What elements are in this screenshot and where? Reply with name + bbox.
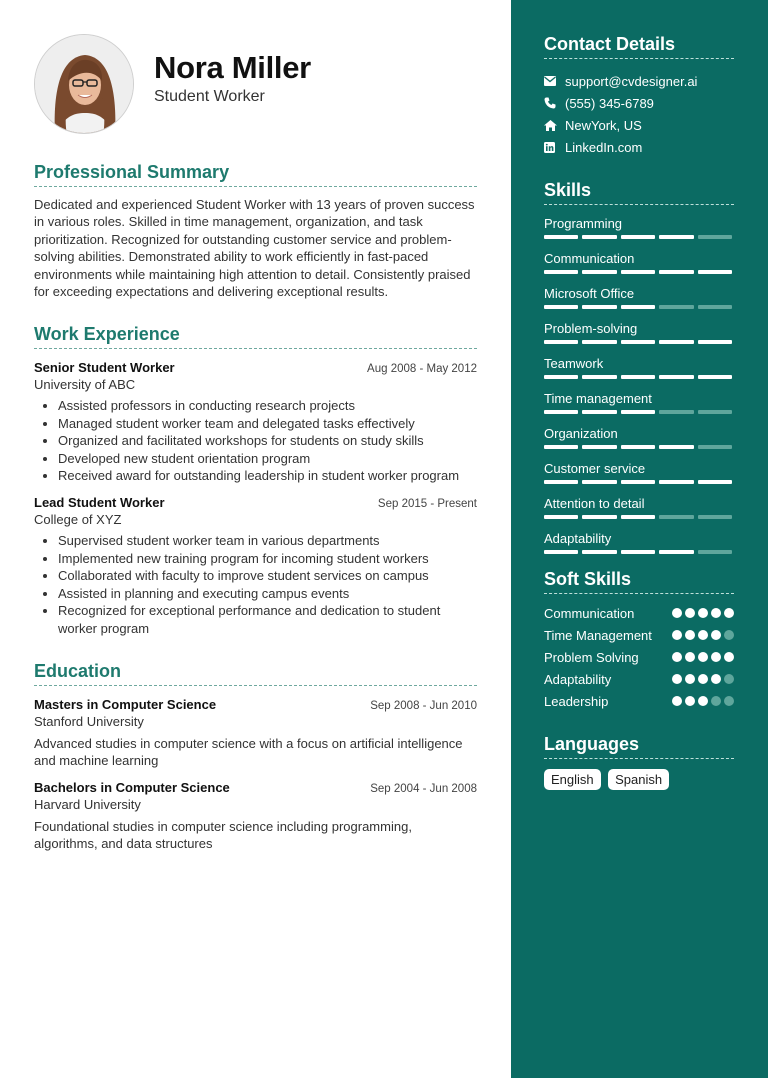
linkedin-icon bbox=[544, 142, 565, 153]
soft-skill-rating bbox=[672, 627, 734, 644]
soft-skills-heading: Soft Skills bbox=[544, 569, 734, 594]
skill-level-segment bbox=[544, 340, 578, 344]
degree-date-1: Sep 2008 - Jun 2010 bbox=[370, 699, 477, 712]
skill-level-segment bbox=[698, 480, 732, 484]
skill-level-segment bbox=[621, 480, 655, 484]
contact-heading: Contact Details bbox=[544, 34, 734, 59]
experience-section bbox=[34, 324, 477, 636]
language-tag: Spanish bbox=[608, 769, 669, 790]
rating-dot bbox=[724, 696, 734, 706]
person-name: Nora Miller bbox=[154, 50, 311, 85]
rating-dot bbox=[698, 608, 708, 618]
job-title: Student Worker bbox=[154, 88, 265, 105]
skill-level-segment bbox=[621, 550, 655, 554]
skill-level-segment bbox=[544, 550, 578, 554]
job-entry bbox=[34, 495, 477, 636]
bullet-item: • Supervised student worker team in various departments bbox=[58, 532, 477, 549]
skill-level-segment bbox=[621, 375, 655, 379]
skill-level-segment bbox=[698, 410, 732, 414]
profile-photo bbox=[34, 34, 134, 134]
education-section bbox=[34, 661, 477, 853]
skill-level-segment bbox=[582, 480, 616, 484]
languages-list bbox=[544, 769, 734, 790]
skills-list bbox=[544, 216, 734, 554]
skill-level-segment bbox=[659, 550, 693, 554]
skill-level-segment bbox=[582, 305, 616, 309]
skill-level-segment bbox=[544, 235, 578, 239]
skill-level-segment bbox=[544, 445, 578, 449]
skill-level-segment bbox=[582, 410, 616, 414]
summary-text: Dedicated and experienced Student Worker with 13 years of proven success in various roles. Skilled in time management, organization, and task prioritization. Recognized for outstanding customer service and problem-solving abilities. Demonstrated ability to work efficiently in fast-paced environments while maintaining high attention to detail. Consistently praised for exceeding expectations and delivering exceptional results. bbox=[34, 197, 475, 300]
skill-level-segment bbox=[659, 515, 693, 519]
soft-skill-name: Time Management bbox=[544, 628, 652, 643]
location-text: NewYork, US bbox=[565, 117, 642, 133]
rating-dot bbox=[711, 652, 721, 662]
skill-level-segment bbox=[544, 515, 578, 519]
summary-section bbox=[34, 162, 477, 300]
phone-icon bbox=[544, 97, 565, 109]
linkedin-text[interactable]: LinkedIn.com bbox=[565, 139, 643, 155]
resume-header bbox=[34, 0, 477, 150]
school-1: Stanford University bbox=[34, 713, 144, 729]
bullet-item: • Organized and facilitated workshops for students on study skills bbox=[58, 432, 477, 449]
job-bullets-2 bbox=[58, 532, 477, 636]
skill-name: Customer service bbox=[544, 461, 646, 476]
rating-dot bbox=[698, 674, 708, 684]
skill-name: Adaptability bbox=[544, 531, 612, 546]
soft-skill-rating bbox=[672, 671, 734, 688]
rating-dot bbox=[672, 652, 682, 662]
job-date-2: Sep 2015 - Present bbox=[377, 498, 477, 511]
skill-name: Microsoft Office bbox=[544, 286, 635, 301]
sidebar bbox=[511, 0, 768, 1078]
skill-level-segment bbox=[698, 445, 732, 449]
skill-name: Organization bbox=[544, 426, 618, 441]
soft-skill-rating bbox=[672, 649, 734, 666]
bullet-item: • Managed student worker team and delegated tasks effectively bbox=[58, 415, 477, 432]
skill-level-segment bbox=[659, 480, 693, 484]
skill-level-segment bbox=[659, 445, 693, 449]
skill-level-bar bbox=[544, 305, 734, 309]
skill-level-segment bbox=[544, 480, 578, 484]
skill-level-bar bbox=[544, 515, 734, 519]
bullet-item: • Collaborated with faculty to improve student services on campus bbox=[58, 567, 477, 584]
rating-dot bbox=[724, 652, 734, 662]
degree-date-2: Sep 2004 - Jun 2008 bbox=[370, 782, 477, 795]
rating-dot bbox=[685, 674, 695, 684]
contact-location bbox=[544, 114, 734, 136]
contact-phone[interactable] bbox=[544, 92, 734, 114]
rating-dot bbox=[724, 608, 734, 618]
skill-level-segment bbox=[698, 235, 732, 239]
education-entry bbox=[34, 780, 477, 853]
skill-level-segment bbox=[582, 375, 616, 379]
job-date-1: Aug 2008 - May 2012 bbox=[367, 363, 477, 376]
rating-dot bbox=[724, 630, 734, 640]
rating-dot bbox=[685, 696, 695, 706]
job-bullets-1 bbox=[58, 397, 477, 484]
soft-skill-name: Leadership bbox=[544, 694, 609, 709]
skill-level-segment bbox=[544, 305, 578, 309]
skill-name: Communication bbox=[544, 251, 635, 266]
education-entry bbox=[34, 697, 477, 770]
skill-name: Attention to detail bbox=[544, 496, 645, 511]
bullet-item: • Received award for outstanding leadership in student worker program bbox=[58, 467, 477, 484]
soft-skill-name: Adaptability bbox=[544, 672, 612, 687]
contact-email[interactable] bbox=[544, 70, 734, 92]
skill-level-segment bbox=[659, 410, 693, 414]
rating-dot bbox=[711, 696, 721, 706]
rating-dot bbox=[698, 652, 708, 662]
skill-level-segment bbox=[621, 515, 655, 519]
skill-level-segment bbox=[621, 235, 655, 239]
skill-level-segment bbox=[698, 375, 732, 379]
job-entry bbox=[34, 360, 477, 484]
soft-skill-row bbox=[544, 693, 734, 710]
languages-heading: Languages bbox=[544, 734, 734, 759]
email-text[interactable]: support@cvdesigner.ai bbox=[565, 73, 698, 89]
skill-name: Problem-solving bbox=[544, 321, 638, 336]
rating-dot bbox=[711, 630, 721, 640]
skill-level-segment bbox=[698, 550, 732, 554]
rating-dot bbox=[698, 696, 708, 706]
bullet-item: • Assisted professors in conducting research projects bbox=[58, 397, 477, 414]
skills-section bbox=[544, 180, 734, 554]
soft-skill-name: Communication bbox=[544, 606, 635, 621]
soft-skill-rating bbox=[672, 605, 734, 622]
skill-level-segment bbox=[698, 270, 732, 274]
degree-desc-2: Foundational studies in computer science including programming, algorithms, and data structures bbox=[34, 818, 412, 852]
degree-1: Masters in Computer Science bbox=[34, 696, 217, 712]
soft-skill-row bbox=[544, 605, 734, 622]
contact-linkedin[interactable] bbox=[544, 136, 734, 158]
summary-heading: Professional Summary bbox=[34, 162, 477, 187]
job-title-1: Senior Student Worker bbox=[34, 360, 175, 376]
languages-section bbox=[544, 734, 734, 790]
soft-skill-row bbox=[544, 649, 734, 666]
skill-level-segment bbox=[582, 515, 616, 519]
bullet-item: • Developed new student orientation program bbox=[58, 450, 477, 467]
skill-level-segment bbox=[582, 550, 616, 554]
skill-level-segment bbox=[659, 305, 693, 309]
skill-level-segment bbox=[659, 375, 693, 379]
skill-level-segment bbox=[582, 235, 616, 239]
phone-text[interactable]: (555) 345-6789 bbox=[565, 95, 654, 111]
soft-skill-row bbox=[544, 627, 734, 644]
skill-level-segment bbox=[621, 340, 655, 344]
rating-dot bbox=[672, 696, 682, 706]
job-org-2: College of XYZ bbox=[34, 512, 122, 528]
skill-level-segment bbox=[621, 410, 655, 414]
degree-2: Bachelors in Computer Science bbox=[34, 779, 230, 795]
skill-level-segment bbox=[582, 340, 616, 344]
bullet-item: • Implemented new training program for incoming student workers bbox=[58, 550, 477, 567]
rating-dot bbox=[672, 630, 682, 640]
school-2: Harvard University bbox=[34, 796, 141, 812]
skill-level-segment bbox=[698, 340, 732, 344]
skill-level-bar bbox=[544, 480, 734, 484]
rating-dot bbox=[685, 652, 695, 662]
skill-level-segment bbox=[659, 340, 693, 344]
education-heading: Education bbox=[34, 661, 477, 686]
home-icon bbox=[544, 120, 565, 131]
skill-level-bar bbox=[544, 445, 734, 449]
rating-dot bbox=[711, 608, 721, 618]
envelope-icon bbox=[544, 76, 565, 86]
skill-name: Teamwork bbox=[544, 356, 604, 371]
skill-level-segment bbox=[544, 375, 578, 379]
skill-level-bar bbox=[544, 375, 734, 379]
skill-level-bar bbox=[544, 340, 734, 344]
degree-desc-1: Advanced studies in computer science with a focus on artificial intelligence and machine learning bbox=[34, 735, 463, 769]
skill-level-bar bbox=[544, 235, 734, 239]
contact-section bbox=[544, 34, 734, 158]
skill-level-segment bbox=[621, 445, 655, 449]
rating-dot bbox=[698, 630, 708, 640]
bullet-item: • Recognized for exceptional performance and dedication to student worker program bbox=[58, 602, 477, 637]
skill-name: Time management bbox=[544, 391, 652, 406]
soft-skill-name: Problem Solving bbox=[544, 650, 639, 665]
skill-level-segment bbox=[698, 305, 732, 309]
skill-level-segment bbox=[659, 235, 693, 239]
skill-level-bar bbox=[544, 550, 734, 554]
soft-skills-section bbox=[544, 569, 734, 710]
skill-name: Programming bbox=[544, 216, 623, 231]
skill-level-segment bbox=[544, 410, 578, 414]
rating-dot bbox=[685, 608, 695, 618]
rating-dot bbox=[724, 674, 734, 684]
skill-level-segment bbox=[582, 445, 616, 449]
skill-level-segment bbox=[582, 270, 616, 274]
skill-level-segment bbox=[544, 270, 578, 274]
rating-dot bbox=[711, 674, 721, 684]
skill-level-segment bbox=[621, 270, 655, 274]
rating-dot bbox=[672, 608, 682, 618]
job-org-1: University of ABC bbox=[34, 377, 136, 393]
skill-level-bar bbox=[544, 410, 734, 414]
skills-heading: Skills bbox=[544, 180, 734, 205]
skill-level-segment bbox=[659, 270, 693, 274]
bullet-item: • Assisted in planning and executing campus events bbox=[58, 585, 477, 602]
skill-level-segment bbox=[621, 305, 655, 309]
skill-level-bar bbox=[544, 270, 734, 274]
soft-skill-row bbox=[544, 671, 734, 688]
rating-dot bbox=[685, 630, 695, 640]
experience-heading: Work Experience bbox=[34, 324, 477, 349]
soft-skills-list bbox=[544, 605, 734, 710]
job-title-2: Lead Student Worker bbox=[34, 495, 165, 511]
rating-dot bbox=[672, 674, 682, 684]
soft-skill-rating bbox=[672, 693, 734, 710]
skill-level-segment bbox=[698, 515, 732, 519]
language-tag: English bbox=[544, 769, 601, 790]
